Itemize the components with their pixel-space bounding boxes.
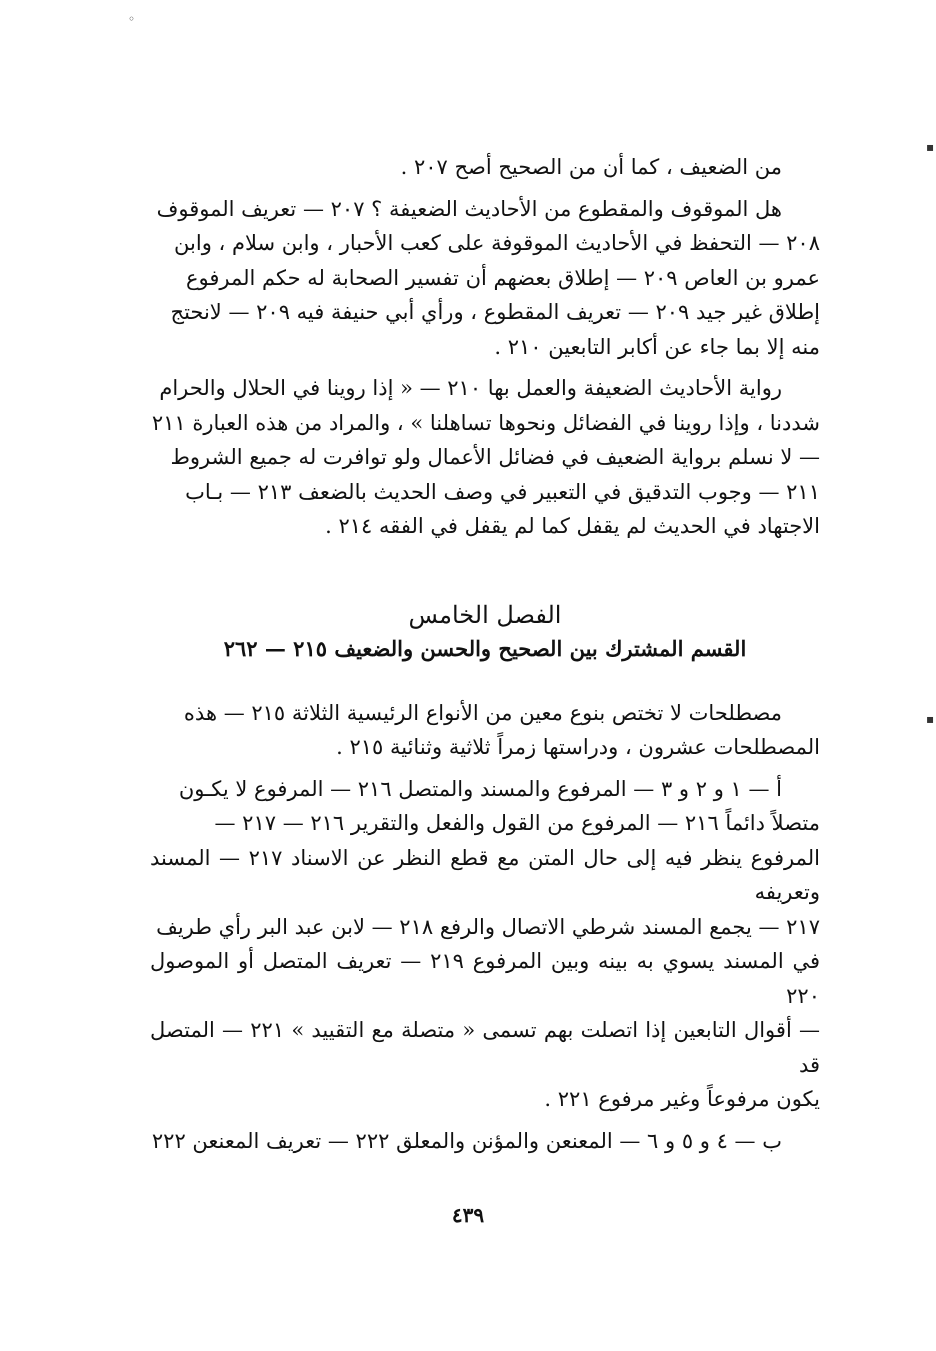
paragraph [150, 696, 820, 765]
text-line: المرفوع ينظر فيه إلى حال المتن مع قطع النظر عن الاسناد ٢١٧ — المسند وتعريفه [150, 845, 820, 904]
paragraph [150, 192, 820, 365]
paragraph [150, 1124, 820, 1159]
margin-mark: ▪ [926, 712, 935, 726]
top-section [150, 150, 820, 544]
text-line: إطلاق غير جيد ٢٠٩ — تعريف المقطوع ، ورأي أبي حنيفة فيه ٢٠٩ — لانحتج [170, 300, 820, 324]
text-line: متصلاً دائماً ٢١٦ — المرفوع من القول والفعل والتقرير ٢١٦ — ٢١٧ — [214, 811, 820, 835]
text-line: ب — ٤ و ٥ و ٦ — المعنعن والمؤنن والمعلق ٢٢٢ — تعريف المعنعن ٢٢٢ [151, 1128, 782, 1153]
text-line: الاجتهاد في الحديث لم يقفل كما لم يقفل في الفقه ٢١٤ . [325, 514, 820, 538]
scan-speck: ◦ [128, 12, 136, 26]
chapter-heading [150, 598, 820, 666]
text-line: المصطلحات عشرون ، ودراستها زمراً ثلاثية وثنائية ٢١٥ . [336, 735, 820, 759]
text-line: ٢١٧ — يجمع المسند شرطي الاتصال والرفع ٢١٨ — لابن عبد البر رأي طريف [156, 914, 820, 939]
margin-mark: ▪ [926, 140, 935, 154]
text-line: أ — ١ و ٢ و ٣ — المرفوع والمسند والمتصل ٢١٦ — المرفوع لا يكـون [178, 776, 782, 801]
chapter-title: الفصل الخامس [408, 600, 562, 629]
page-number: ٤٣٩ [451, 1203, 485, 1227]
text-line: هل الموقوف والمقطوع من الأحاديث الضعيفة ؟ ٢٠٧ — تعريف الموقوف [156, 196, 782, 221]
text-line: — لا نسلم برواية الضعيف في فضائل الأعمال ولو توافرت له جميع الشروط [170, 445, 820, 469]
text-line: منه إلا بما جاء عن أكابر التابعين ٢١٠ . [494, 334, 820, 359]
text-line: عمرو بن العاص ٢٠٩ — إطلاق بعضهم أن تفسير الصحابة له حكم المرفوع [185, 265, 820, 290]
chapter-subtitle: القسم المشترك بين الصحيح والحسن والضعيف ٢١٥ — ٢٦٢ [223, 635, 747, 661]
paragraph [150, 371, 820, 544]
paragraph [150, 772, 820, 1117]
text-line: من الضعيف ، كما أن من الصحيح أصح ٢٠٧ . [400, 155, 782, 179]
text-line: ٢١١ — وجوب التدقيق في التعبير في وصف الحديث بالضعف ٢١٣ — بـاب [185, 479, 820, 504]
text-line: شددنا ، وإذا روينا في الفضائل ونحوها تساهلنا » ، والمراد من هذه العبارة ٢١١ [151, 410, 820, 435]
page-body [150, 150, 820, 1165]
text-line: مصطلحات لا تختص بنوع معين من الأنواع الرئيسية الثلاثة ٢١٥ — هذه [183, 700, 782, 725]
text-line: في المسند يسوي به بينه وبين المرفوع ٢١٩ — تعريف المتصل أو الموصول ٢٢٠ [150, 949, 820, 1008]
paragraph [150, 150, 820, 185]
text-line: رواية الأحاديث الضعيفة والعمل بها ٢١٠ — « إذا روينا في الحلال والحرام [159, 376, 782, 400]
text-line: ٢٠٨ — التحفظ في الأحاديث الموقوفة على كعب الأحبار ، وابن سلام ، وابن [174, 231, 820, 255]
text-line: — أقوال التابعين إذا اتصلت بهم تسمى « متصلة مع التقييد » ٢٢١ — المتصل قد [150, 1018, 820, 1077]
text-line: يكون مرفوعاً وغير مرفوع ٢٢١ . [544, 1087, 820, 1111]
bottom-section [150, 696, 820, 1159]
